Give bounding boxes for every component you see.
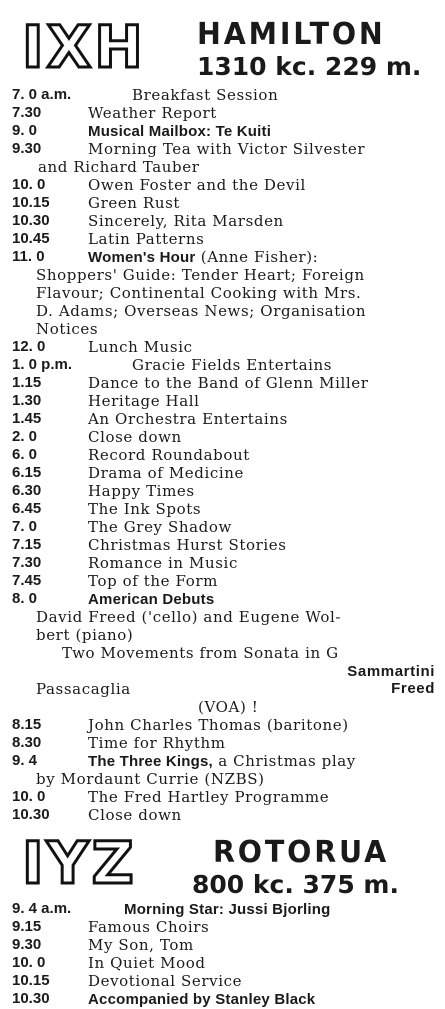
program: Top of the Form [88, 572, 218, 590]
schedule-row [0, 900, 445, 918]
time: 10. 0 [12, 954, 46, 971]
schedule-row [0, 734, 445, 752]
schedule-row [0, 446, 445, 464]
rotorua-frequency: 800 kc. 375 m. [192, 870, 399, 899]
hamilton-header [0, 14, 445, 84]
time: 9. 4 a.m. [12, 900, 72, 917]
time: 12. 0 [12, 338, 46, 355]
debuts-line: bert (piano) [36, 626, 134, 644]
schedule-row [0, 590, 445, 608]
rotorua-city: ROTORUA [213, 835, 390, 870]
time: 10.15 [12, 194, 50, 211]
program [88, 590, 214, 609]
program: My Son, Tom [88, 936, 194, 954]
debuts-line: David Freed ('cello) and Eugene Wol- [36, 608, 342, 626]
time: 10. 0 [12, 788, 46, 805]
time: 6.15 [12, 464, 42, 481]
time: 7. 0 a.m. [12, 86, 72, 103]
program-bold: Musical Mailbox: Te Kuiti [88, 123, 272, 140]
continuation-line: D. Adams; Overseas News; Organisation [36, 302, 367, 320]
time: 7.15 [12, 536, 42, 553]
program-bold: American Debuts [88, 591, 215, 608]
program: Romance in Music [88, 554, 238, 572]
program: The Fred Hartley Programme [88, 788, 330, 806]
program [88, 752, 356, 771]
program: Gracie Fields Entertains [132, 356, 333, 374]
schedule-row [0, 194, 445, 212]
debuts-piece-line [0, 680, 445, 698]
time: 7.30 [12, 554, 42, 571]
schedule-row [0, 716, 445, 734]
time: 6. 0 [12, 446, 38, 463]
time: 10.45 [12, 230, 50, 247]
program [88, 248, 318, 267]
program: Devotional Service [88, 972, 243, 990]
schedule-row [0, 122, 445, 140]
program-bold: The Three Kings, [88, 753, 213, 770]
debuts-line: Two Movements from Sonata in G [62, 644, 339, 662]
schedule-row [0, 428, 445, 446]
program: Morning Tea with Victor Silvester [88, 140, 366, 158]
program-bold: Morning Star: Jussi Bjorling [124, 901, 331, 918]
composer-name: Sammartini [347, 663, 435, 680]
time: 10.30 [12, 806, 50, 823]
program: Breakfast Session [132, 86, 279, 104]
hamilton-schedule [0, 86, 445, 824]
schedule-row [0, 500, 445, 518]
program: Famous Choirs [88, 918, 210, 936]
program [88, 990, 315, 1009]
time: 11. 0 [12, 248, 45, 265]
program: In Quiet Mood [88, 954, 206, 972]
program: Close down [88, 428, 182, 446]
time: 8.30 [12, 734, 42, 751]
program [88, 122, 271, 141]
time: 7. 0 [12, 518, 38, 535]
time: 7.30 [12, 104, 42, 121]
continuation-line: Flavour; Continental Cooking with Mrs. [36, 284, 362, 302]
program: Heritage Hall [88, 392, 200, 410]
program: Owen Foster and the Devil [88, 176, 306, 194]
schedule-row [0, 482, 445, 500]
program: John Charles Thomas (baritone) [88, 716, 349, 734]
hamilton-city: HAMILTON [197, 17, 386, 52]
time: 9. 0 [12, 122, 38, 139]
rotorua-header [0, 829, 445, 904]
schedule-row [0, 954, 445, 972]
schedule-row [0, 806, 445, 824]
schedule-row [0, 86, 445, 104]
schedule-row [0, 248, 445, 266]
rotorua-schedule [0, 900, 445, 1008]
time: 2. 0 [12, 428, 38, 445]
time: 9.30 [12, 140, 42, 157]
time: 6.30 [12, 482, 42, 499]
schedule-row [0, 536, 445, 554]
program: Close down [88, 806, 182, 824]
time: 6.45 [12, 500, 42, 517]
time: 9.15 [12, 918, 42, 935]
hamilton-callsign: IXH [22, 13, 146, 81]
time: 10. 0 [12, 176, 46, 193]
continuation-line: Shoppers' Guide: Tender Heart; Foreign [36, 266, 365, 284]
time: 7.45 [12, 572, 42, 589]
schedule-row [0, 936, 445, 954]
time: 1.30 [12, 392, 42, 409]
continuation-line: and Richard Tauber [38, 158, 200, 176]
program-bold: Women's Hour [88, 249, 196, 266]
debuts-composer [0, 662, 445, 680]
hamilton-frequency: 1310 kc. 229 m. [197, 52, 422, 81]
program: Latin Patterns [88, 230, 205, 248]
program: Christmas Hurst Stories [88, 536, 287, 554]
program: Lunch Music [88, 338, 193, 356]
program: Drama of Medicine [88, 464, 244, 482]
time: 9.30 [12, 936, 42, 953]
program-bold: Accompanied by Stanley Black [88, 991, 316, 1008]
program: The Grey Shadow [88, 518, 232, 536]
schedule-row [0, 230, 445, 248]
program [124, 900, 330, 919]
schedule-row [0, 972, 445, 990]
schedule-row [0, 410, 445, 428]
schedule-row [0, 752, 445, 770]
program: Dance to the Band of Glenn Miller [88, 374, 369, 392]
program: Record Roundabout [88, 446, 250, 464]
schedule-row [0, 338, 445, 356]
schedule-row [0, 392, 445, 410]
schedule-row [0, 212, 445, 230]
time: 8. 0 [12, 590, 38, 607]
program: Time for Rhythm [88, 734, 226, 752]
piece-title: Passacaglia [36, 680, 131, 698]
program-extra: a Christmas play [212, 752, 356, 770]
program-extra: (Anne Fisher): [195, 248, 319, 266]
program: The Ink Spots [88, 500, 202, 518]
time: 10.15 [12, 972, 50, 989]
schedule-row [0, 374, 445, 392]
continuation-line: by Mordaunt Currie (NZBS) [36, 770, 265, 788]
schedule-row [0, 518, 445, 536]
time: 10.30 [12, 212, 50, 229]
program: Happy Times [88, 482, 195, 500]
schedule-row [0, 788, 445, 806]
schedule-row [0, 356, 445, 374]
program: Sincerely, Rita Marsden [88, 212, 284, 230]
time: 1.45 [12, 410, 42, 427]
schedule-row [0, 990, 445, 1008]
schedule-row [0, 918, 445, 936]
program: Green Rust [88, 194, 181, 212]
schedule-row [0, 140, 445, 158]
schedule-row [0, 572, 445, 590]
composer-name: Freed [391, 680, 435, 697]
schedule-row [0, 104, 445, 122]
time: 8.15 [12, 716, 42, 733]
program: An Orchestra Entertains [88, 410, 288, 428]
continuation-line: Notices [36, 320, 99, 338]
schedule-row [0, 554, 445, 572]
schedule-row [0, 464, 445, 482]
time: 1. 0 p.m. [12, 356, 73, 373]
schedule-row [0, 176, 445, 194]
time: 10.30 [12, 990, 50, 1007]
time: 1.15 [12, 374, 42, 391]
time: 9. 4 [12, 752, 38, 769]
rotorua-callsign: IYZ [22, 829, 137, 897]
debuts-source: (VOA) ! [198, 698, 259, 716]
program: Weather Report [88, 104, 217, 122]
